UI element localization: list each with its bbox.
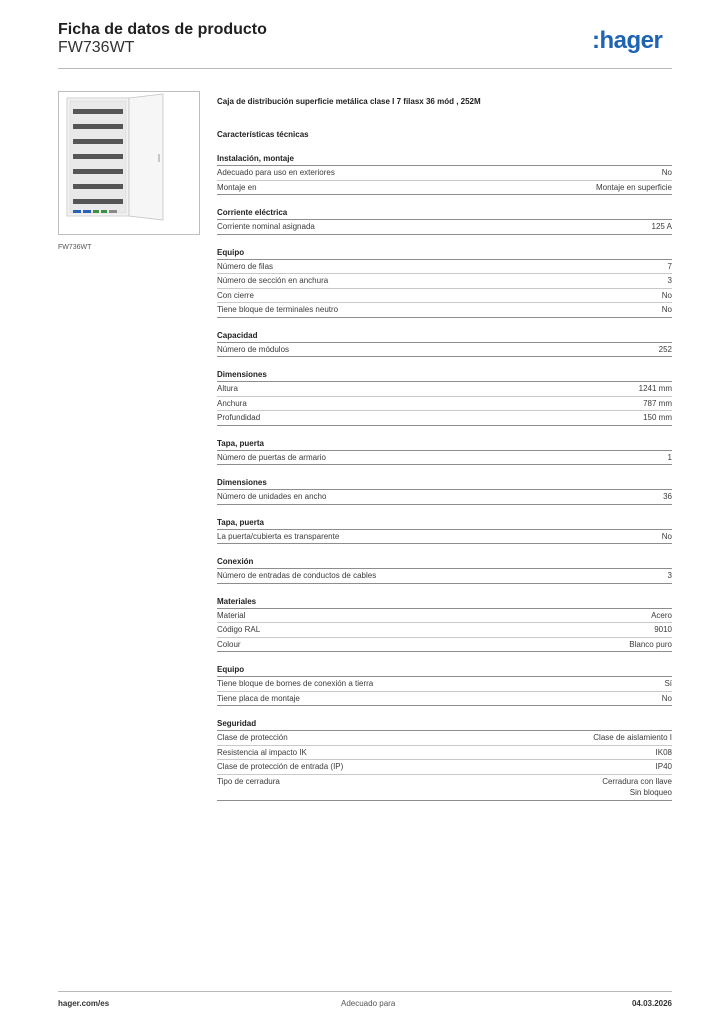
spec-section (217, 247, 672, 318)
page-title: Ficha de datos de producto (58, 21, 267, 38)
spec-label: Número de unidades en ancho (217, 492, 327, 501)
spec-label: Corriente nominal asignada (217, 222, 315, 231)
section-title: Materiales (217, 596, 672, 609)
spec-row (217, 746, 672, 761)
spec-row (217, 638, 672, 653)
module-rail (73, 109, 123, 114)
spec-value: No (661, 168, 672, 177)
spec-label: Clase de protección (217, 733, 288, 742)
spec-row (217, 731, 672, 746)
spec-section (217, 517, 672, 545)
spec-row (217, 623, 672, 638)
spec-row (217, 397, 672, 412)
spec-label: Número de entradas de conductos de cables (217, 571, 377, 580)
spec-value-line: Sin bloqueo (629, 788, 672, 797)
spec-value: No (661, 305, 672, 314)
spec-label: Número de filas (217, 261, 274, 271)
spec-label: Número de sección en anchura (217, 276, 329, 285)
spec-section (217, 664, 672, 706)
spec-row (217, 274, 672, 289)
header-divider (58, 68, 672, 69)
spec-label: Clase de protección de entrada (IP) (217, 762, 344, 771)
footer-center-text: Adecuado para (341, 999, 396, 1008)
product-image (58, 91, 200, 235)
section-title: Seguridad (217, 718, 672, 731)
spec-label: Anchura (217, 398, 247, 408)
spec-row (217, 289, 672, 304)
spec-row (217, 609, 672, 624)
module-rail (73, 124, 123, 129)
spec-row (217, 760, 672, 775)
image-caption: FW736WT (58, 244, 92, 251)
spec-section (217, 438, 672, 466)
section-title: Conexión (217, 556, 672, 569)
spec-row (217, 451, 672, 466)
module-rail (73, 184, 123, 189)
spec-value: Clase de aislamiento I (593, 733, 672, 742)
spec-row (217, 775, 672, 801)
spec-section (217, 718, 672, 801)
section-title: Dimensiones (217, 369, 672, 382)
spec-row (217, 569, 672, 584)
spec-label: Tiene placa de montaje (217, 693, 300, 703)
footer-website-link[interactable]: hager.com/es (58, 999, 110, 1008)
spec-value: No (661, 290, 672, 300)
spec-value: 7 (667, 261, 672, 271)
section-title: Tapa, puerta (217, 438, 672, 451)
section-title: Tapa, puerta (217, 517, 672, 530)
spec-value: 9010 (654, 625, 672, 634)
spec-section (217, 556, 672, 584)
product-code: FW736WT (58, 39, 135, 56)
spec-label: Con cierre (217, 290, 254, 300)
spec-section (217, 477, 672, 505)
spec-value: 1241 mm (638, 384, 672, 393)
spec-section (217, 369, 672, 426)
section-title: Corriente eléctrica (217, 207, 672, 220)
spec-label: Resistencia al impacto IK (217, 747, 307, 757)
spec-value-line: Cerradura con llave (602, 776, 672, 786)
spec-section (217, 330, 672, 358)
spec-section (217, 596, 672, 653)
spec-value: 3 (667, 276, 672, 285)
spec-row (217, 166, 672, 181)
footer-date: 04.03.2026 (631, 999, 672, 1008)
spec-value: 787 mm (643, 398, 672, 408)
spec-label: Colour (217, 639, 241, 649)
spec-value: Blanco puro (629, 639, 672, 649)
hager-logo[interactable]: :hager (592, 27, 663, 54)
spec-value: 1 (667, 452, 672, 462)
spec-value: IK08 (655, 747, 672, 757)
spec-value: 150 mm (643, 413, 672, 422)
spec-row (217, 530, 672, 545)
spec-row (217, 303, 672, 318)
spec-value: 36 (663, 492, 672, 501)
spec-value: 252 (658, 344, 672, 354)
spec-label: Profundidad (217, 413, 261, 422)
spec-label: Altura (217, 384, 238, 393)
spec-label: Número de puertas de armario (217, 452, 326, 462)
spec-value: No (661, 531, 672, 541)
spec-row (217, 490, 672, 505)
spec-value (602, 775, 672, 800)
product-description: Caja de distribución superficie metálica clase I 7 filasx 36 mód , 252M (217, 97, 481, 106)
module-rail (73, 199, 123, 204)
section-title: Dimensiones (217, 477, 672, 490)
spec-value: 3 (667, 571, 672, 580)
spec-value: 125 A (651, 222, 672, 231)
spec-row (217, 220, 672, 235)
spec-row (217, 260, 672, 275)
spec-label: Adecuado para uso en exteriores (217, 168, 335, 177)
spec-value: Montaje en superficie (595, 182, 672, 192)
section-title: Instalación, montaje (217, 153, 672, 166)
section-title: Capacidad (217, 330, 672, 343)
spec-label: Tipo de cerradura (217, 776, 280, 786)
spec-sections (217, 153, 672, 801)
section-title: Equipo (217, 664, 672, 677)
spec-value: No (661, 693, 672, 703)
module-rail (73, 169, 123, 174)
spec-label: Material (217, 610, 246, 620)
spec-label: La puerta/cubierta es transparente (217, 531, 340, 541)
specifications (217, 96, 672, 801)
spec-section (217, 207, 672, 235)
module-rail (73, 154, 123, 159)
spec-label: Tiene bloque de bornes de conexión a tierra (217, 679, 374, 688)
spec-label: Montaje en (217, 182, 257, 192)
spec-row (217, 677, 672, 692)
distribution-box-illustration (59, 92, 199, 234)
spec-row (217, 411, 672, 426)
section-title: Equipo (217, 247, 672, 260)
spec-row (217, 343, 672, 358)
spec-label: Número de módulos (217, 344, 290, 354)
spec-row (217, 382, 672, 397)
spec-value: Acero (651, 610, 672, 620)
features-title: Características técnicas (217, 130, 309, 139)
spec-row (217, 692, 672, 707)
spec-label: Tiene bloque de terminales neutro (217, 305, 339, 314)
spec-section (217, 153, 672, 195)
spec-value: Sí (664, 679, 672, 688)
footer-divider (58, 991, 672, 992)
spec-label: Código RAL (217, 625, 261, 634)
module-rail (73, 139, 123, 144)
spec-value: IP40 (655, 762, 672, 771)
spec-row (217, 181, 672, 196)
